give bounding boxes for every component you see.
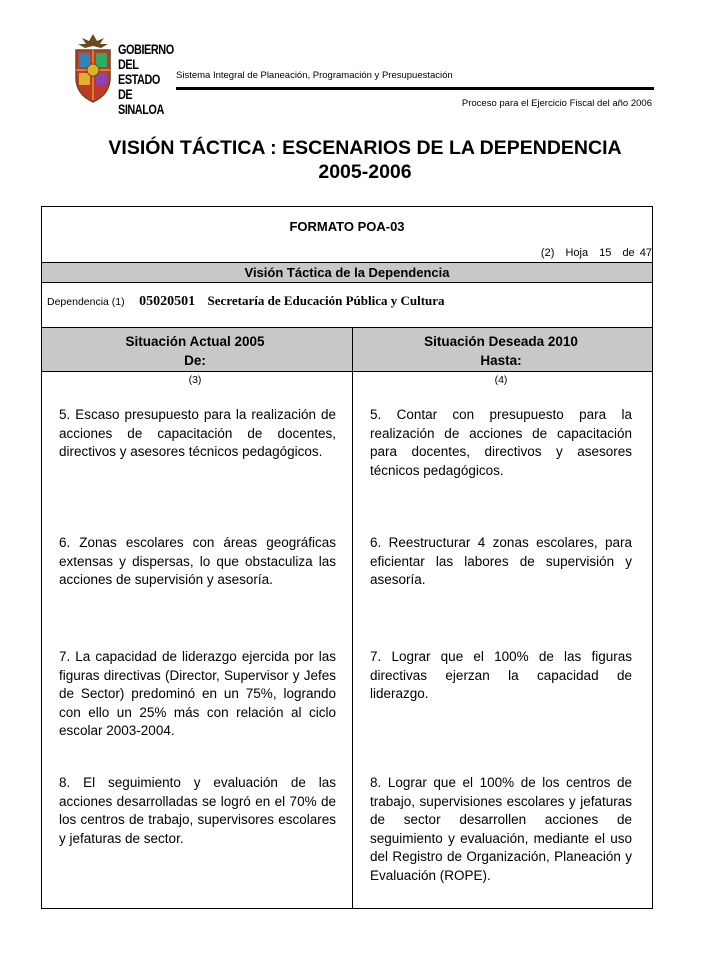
system-name: Sistema Integral de Planeación, Programación y Presupuestación (176, 70, 453, 81)
header-rule (176, 87, 654, 90)
vision-section-header: Visión Táctica de la Dependencia (42, 262, 652, 283)
dependencia-name: Secretaría de Educación Pública y Cultura (207, 293, 445, 308)
current-situation-title: Situación Actual 2005 (125, 334, 265, 349)
state-seal-icon (70, 32, 116, 104)
current-situation-from: De: (184, 353, 206, 368)
sheet-total: 47 (639, 247, 652, 259)
current-item-8: 8. El seguimiento y evaluación de las acciones desarrolladas se logró en el 70% de los centros de trabajo, supervisores escolares y jefaturas de sector. (59, 775, 336, 846)
current-column-ref: (3) (188, 374, 202, 386)
sinaloa-government-logo (70, 32, 174, 117)
desired-item-6: 6. Reestructurar 4 zonas escolares, para eficientar las labores de supervisión y asesoría. (370, 535, 632, 587)
poa-03-form (41, 206, 653, 909)
sheet-of-label: de (622, 247, 635, 259)
sheet-indicator (533, 247, 652, 259)
sheet-number: 15 (599, 247, 612, 259)
dependencia-label: Dependencia (1) (47, 296, 125, 308)
logo-line: GOBIERNO (118, 41, 174, 57)
title-line-1: VISIÓN TÁCTICA : ESCENARIOS DE LA DEPENDENCIA (108, 137, 622, 159)
current-item-6: 6. Zonas escolares con áreas geográficas extensas y dispersas, lo que obstaculiza las acciones de supervisión y asesoría. (59, 535, 336, 587)
logo-line: DEL ESTADO (118, 56, 160, 87)
current-situation-header (42, 332, 348, 370)
desired-column-ref: (4) (494, 374, 508, 386)
column-divider (352, 327, 353, 909)
current-item-5: 5. Escaso presupuesto para la realización de acciones de capacitación de docentes, directivos y asesores técnicos pedagógicos. (59, 407, 336, 459)
dependencia-row (47, 292, 445, 310)
desired-item-5: 5. Contar con presupuesto para la realización de acciones de capacitación para docentes, directivos y asesores técnicos pedagógicos. (370, 407, 632, 478)
current-item-7: 7. La capacidad de liderazgo ejercida por las figuras directivas (Director, Supervisor y Jefes de Sector) predominó en un 75%, logrando con ello un 25% más con relación al ciclo escolar 2003-2004. (59, 649, 336, 738)
title-line-2: 2005-2006 (318, 161, 412, 183)
sheet-label: Hoja (565, 247, 589, 259)
dependencia-code: 05020501 (139, 294, 196, 309)
logo-line: DE SINALOA (118, 86, 164, 117)
logo-wordmark (118, 41, 174, 117)
page-title (40, 136, 690, 184)
sheet-ref: (2) (540, 247, 555, 259)
situation-header-bar (42, 327, 652, 372)
fiscal-process-line: Proceso para el Ejercicio Fiscal del año 2006 (461, 98, 652, 109)
desired-situation-header (348, 332, 654, 370)
desired-item-8: 8. Lograr que el 100% de los centros de trabajo, supervisiones escolares y jefaturas de sector desarrollen acciones de seguimiento y evaluación, mediante el uso del Registro de Organización, Planeación y Evaluación (ROPE). (370, 775, 632, 883)
desired-item-7: 7. Lograr que el 100% de las figuras directivas ejerzan la capacidad de liderazgo. (370, 649, 632, 701)
desired-situation-title: Situación Deseada 2010 (424, 334, 578, 349)
format-code: FORMATO POA-03 (289, 219, 405, 234)
desired-situation-to: Hasta: (480, 353, 522, 368)
